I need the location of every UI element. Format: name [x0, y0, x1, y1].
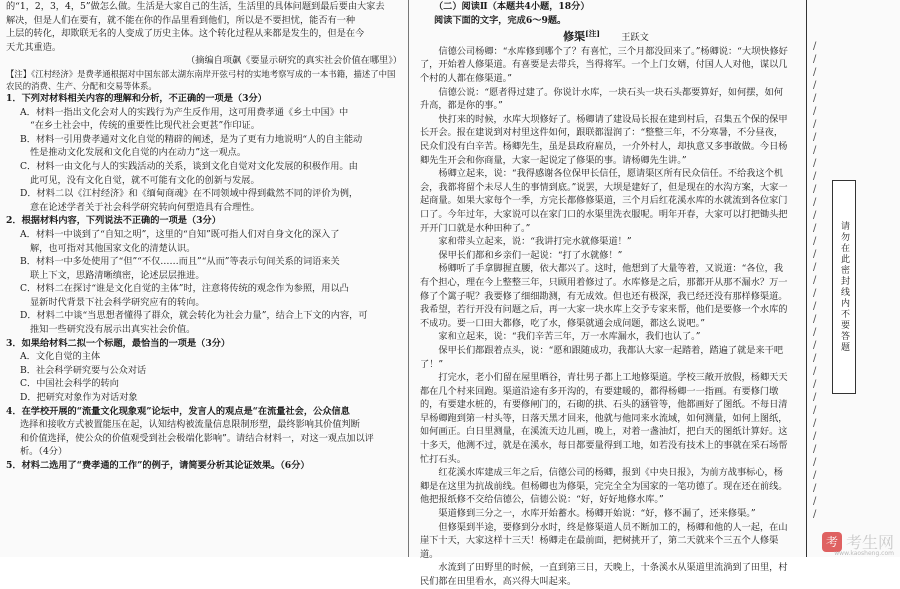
story-paragraph: 保甲长们都和乡亲们一起说：“打了水就修！” [438, 249, 623, 261]
q2-option-c: C．材料二在探讨“谁是文化自觉的主体”时，注意将传统的观念作为参照，用以凸 [20, 283, 349, 295]
binding-line [806, 0, 807, 557]
q1-option-a-cont: “在乡土社会中，传统的重要性比现代社会更甚”作印证。 [30, 120, 260, 132]
story-paragraph: 信德公司杨卿：“水库修到哪个了？有喜忙，三个月都没回来了。”杨卿说：“大坝快修好了，开始着人修渠道。有喜要是去带兵，当得将军。一个上门女婿，付国人人对他，谋以几个村的人都在修渠道。” [420, 45, 788, 85]
question-4-cont: 析。（4分） [20, 446, 68, 458]
story-paragraph: 打完水，老小们留在屋里晒谷，青壮男子都上工地修渠道。学校三敞开放假，杨卿天天都在几个村来回跑。渠道沿途有多开沟的，有要建暖的，都得杨卿一一指画。有要修门墩的，有要建水桩的，有要修闸门的，石砌的拱、石头的涵管等，他都画好了图纸。不每日清早杨卿跑到第一村头等，日落天黑才回来，他就与他同来水流域，如何测量，如何上图纸，如何画正。白日里测量，在溪流天边儿画，晚上，对着一盏油灯，把白天的图纸计算好。这十多天，他测不过，就是在溪水，每日都要量得到工地，如若没有技术上的事就在采石场帮忙打石头。 [420, 372, 788, 465]
story-paragraph: 家和立起来，说：“我们辛苦三年，万一水库漏水，我们也认了。” [438, 331, 701, 343]
q2-option-a: A．材料一中谈到了“自知之明”，这里的“自知”既可指人们对自身文化的深入了 [20, 228, 340, 240]
watermark-text: 考生网 [845, 533, 894, 552]
q1-option-d-cont: 意在论述学者关于社会科学研究转向何塑造具有合理性。 [30, 201, 260, 213]
q2-option-b: B．材料一中多处使用了“但”“不仅……而且”“从而”等表示句间关系的词语来关 [20, 256, 340, 268]
seal-dash-marks: / / / / / / / / / / / / / / / / / / / / / / / / / / / / / / / / / / / / / [813, 41, 817, 520]
seal-line-text: 请勿在此密封线内不要答题 [839, 221, 849, 353]
intro-line: 天尤其重造。 [6, 41, 62, 53]
left-column [6, 0, 402, 473]
question-4: 4．在学校开展的“流量文化现象观”论坛中，发言人的观点是“在流量社会，公众信息 [6, 405, 350, 417]
column-divider [408, 0, 409, 557]
footnote: 【注】《江村经济》是费孝通根据对中国东部太湖东南岸开弦弓村的实地考察写成的一本书籍，描述了中国农民的消费、生产、分配和交易等体系。 [6, 68, 396, 91]
source-citation: （摘编自项飙《要显示研究的真实社会价值在哪里》） [186, 55, 402, 67]
q1-option-c: C．材料一由文化与人的实践活动的关系，谈到文化自觉对文化发展的积极作用。由 [20, 160, 358, 172]
q1-option-d: D．材料二以《江村经济》和《缅甸商魂》在不同领域中得到截然不同的评价为例， [20, 188, 359, 200]
story-paragraph: 杨卿立起来，说：“我得感谢各位保甲长信任，愿请渠区所有民众信任。不给我这个机会，我都将留个未尽人生的事情到底。”说罢，大坝是建好了，但是现在的水沟方案，大家一起商量。如果大家每个一季，方完长都修修渠道，三个月后红花溪水库的水就流到各位家门口了。今年过年，大家说可以在家门口的水渠里洗衣服呢。明年开春，大家可以打把锄头把开开门口就是水种田种了。” [420, 168, 788, 234]
watermark-url: www.kaosheng.com [834, 550, 894, 557]
story-paragraph: 水流到了田野里的时候，一直到第三日，天晚上，十条溪水从渠道里流淌到了田里，村民们都在田里看水，高兴得大叫起来。 [420, 562, 788, 587]
q1-option-c-cont: 此可见，没有文化自觉，就不可能有文化的创新与发展。 [30, 174, 260, 186]
question-3: 3．如果给材料二拟一个标题，最恰当的一项是（3分） [6, 337, 231, 349]
q3-option-d: D．把研究对象作为对话对象 [20, 392, 138, 404]
reading-instruction: 阅读下面的文字，完成6～9题。 [434, 14, 567, 26]
story-title [420, 27, 792, 45]
seal-line-box [832, 180, 856, 394]
q3-option-a: A．文化自觉的主体 [20, 351, 101, 363]
story-paragraph: 信德公说：“愿者得过建了。你说计水库，一块石头一块石头都要算好，如何摆，如何升高，都是你的事。” [420, 86, 784, 112]
q2-option-d: D．材料二中谈“当思想者懂得了群众，就会转化为社会力量”，结合上下文的内容，可 [20, 310, 368, 322]
story-paragraph: 保甲长们都跟着点头，说：“愿和跟随成功，我都认大家一起踏着，踏遍了就是来干吧了！” [420, 344, 784, 370]
watermark-logo-icon: 考 [822, 532, 842, 552]
intro-line: 解决，但是人们在要有，就不能在你的作品里看到他们，所以是不要担忧，能否有一种 [6, 14, 356, 26]
q1-option-b-cont: 性是推动文化发展和文化自觉的内在动力”这一观点。 [30, 147, 247, 159]
question-5: 5．材料二选用了“费孝通的工作”的例子，请简要分析其论证效果。（6分） [6, 460, 310, 471]
q2-option-c-cont: 显新时代背景下社会科学研究应有的转向。 [30, 296, 205, 308]
question-4-cont: 选择和接收方式被置能压在起，认知结构被流量信息限制形塑，最终影响其价值判断 [20, 419, 360, 431]
story-author: 王跃文 [621, 32, 649, 44]
q3-option-c: C．中国社会科学的转向 [20, 378, 119, 390]
story-paragraph: 红花溪水库建成三年之后，信德公司的杨卿，报到《中央日报》，为前方战事标心，杨卿是在这里为抗战前线。但杨卿也为修渠，完完全全为国家的一笔功德了。现在还在前线。他把报纸修不交给信德公，信德公说：“好，好好地修水库。” [420, 467, 788, 506]
question-1: 1．下列对材料相关内容的理解和分析，不正确的一项是（3分） [6, 92, 267, 104]
q2-option-b-cont: 联上下文，思路清晰缜密，论述层层推进。 [30, 269, 205, 281]
intro-line: 的“1，2，3，4，5”做怎么做。生活是大家自己的生活，生活里的具体问题到最后要由大家去 [6, 1, 385, 12]
q2-option-a-cont: 解，也可指对其他国家文化的清楚认识。 [30, 242, 196, 254]
story-paragraph: 快打来的时候，水库大坝修好了。杨卿请了建设局长报在建到村后，召集五个保的保甲长开会。报在建说到对村里这件如何，跟联都湿润了：“整整三年，不分寒暑，不分昼夜，民众们没有白辛苦。杨卿先生，虽是县政府雇员，一介外村人，却执意又多事敢做。今日杨卿先生开会和你商量，大家一起说定了修渠的事。请杨卿先生讲。” [420, 113, 788, 166]
story-paragraph: 渠道修到三分之一，水库开始蓄水。杨卿开始说：“好，修不漏了，还来修渠。” [438, 508, 756, 520]
question-4-cont: 和价值选择，使公众的价值观受到社会极端化影响”。请结合材料一，对这一观点加以评 [20, 432, 374, 444]
q1-option-a: A．材料一指出文化会对人的实践行为产生反作用，这可用费孝通《乡土中国》中 [20, 106, 349, 118]
q2-option-d-cont: 推知一些研究没有展示出真实社会价值。 [30, 324, 196, 336]
section-heading: （二）阅读Ⅱ（本题共4小题，18分） [434, 1, 590, 12]
intro-line: 上层的转化，却欺联无名的人变成了历史主体。这个转化过程从来都是发生的，但是在今 [6, 28, 365, 40]
right-column [420, 0, 792, 589]
q1-option-b: B．材料一引用费孝通对文化自觉的精辟的阐述，是为了更有力地说明“人的自主能动 [20, 133, 363, 145]
story-paragraph: 杨卿听了手拿脚握直腰，依大都兴了。这时，他想到了大量等着，又说道：“各位，我有个担心，理在今上整整三年，只顾用着修过了。水库修是之后，那都开从那不漏水？万一修了个篱子呢？我要修了细细勘测，有无成效。但也还有极深，我已经还没有那样修渠道。我希望，若行开没有问题之后，再一大家一块水库上交予专家来帮，他们是要修一个水库的不成功。要一口田大都修，吃了水，修渠就通会成问题，都这么说吧。” [420, 263, 788, 329]
title-note-mark: [注] [585, 29, 601, 39]
question-2: 2．根据材料内容，下列说法不正确的一项是（3分） [6, 215, 221, 227]
story-paragraph: 家和带头立起来，说：“我讲打完水就修渠道！” [438, 236, 632, 248]
story-title-text: 修渠 [563, 30, 586, 44]
q3-option-b: B．社会科学研究要与公众对话 [20, 364, 147, 376]
story-paragraph: 但修渠到半途，要修到分水时，终是修渠道人员不断加工的，杨卿和他的人一起，在山崖下十天，大家这样十三天！杨卿走在最前面，把树挑开了，第二天就来个三五个人修渠道。 [420, 521, 788, 560]
